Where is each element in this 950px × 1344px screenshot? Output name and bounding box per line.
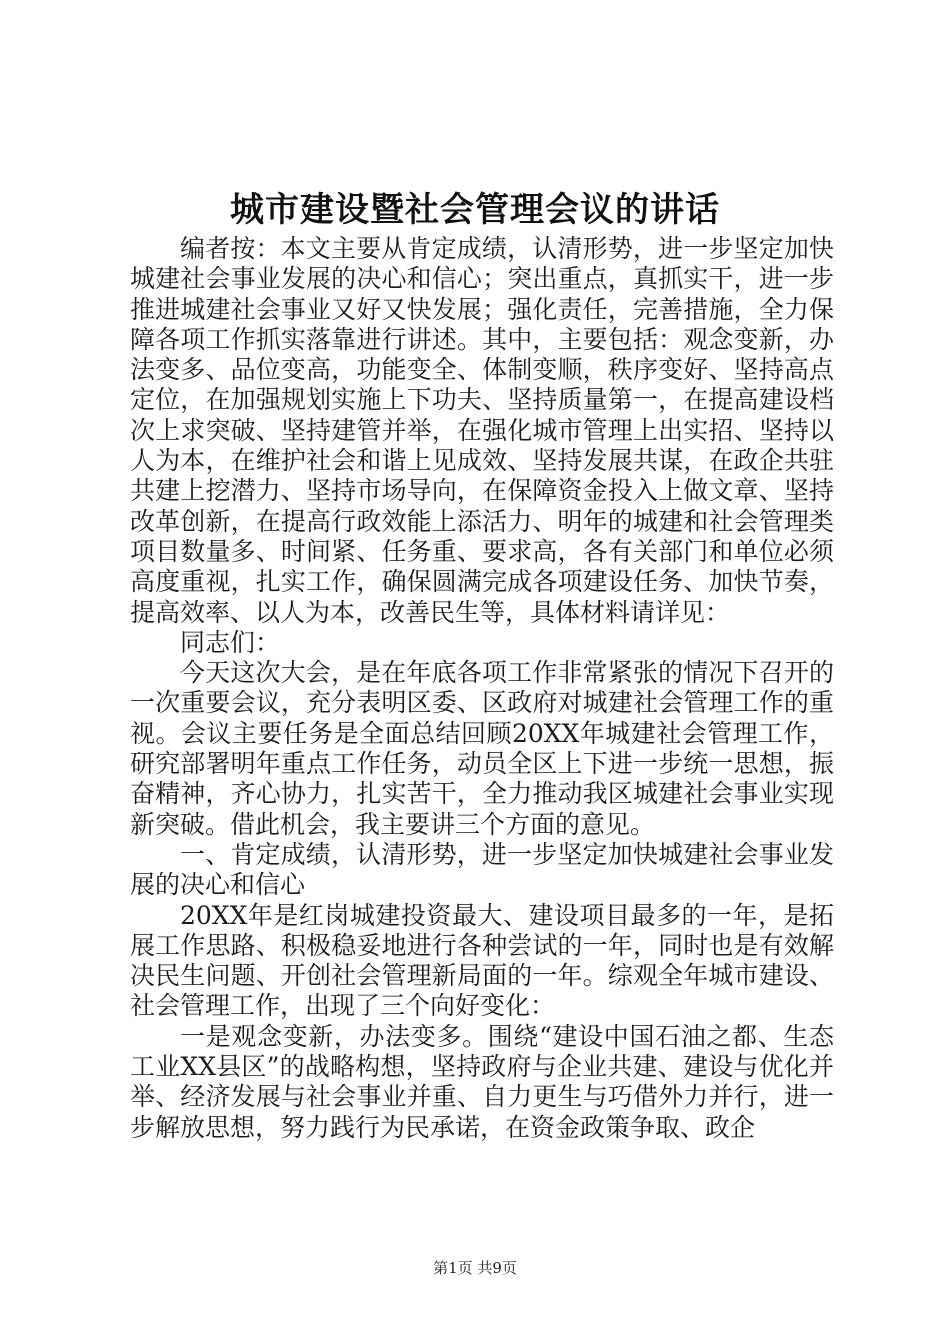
body-paragraph: 一是观念变新，办法变多。围绕“建设中国石油之都、生态工业XX县区”的战略构想，坚持政府与企业共建、建设与优化并举、经济发展与社会事业并重、自力更生与巧借外力并行，进一步解放思想，努力践行为民承诺，在资金政策争取、政企 — [130, 1021, 834, 1142]
editor-note-paragraph: 编者按：本文主要从肯定成绩，认清形势，进一步坚定加快城建社会事业发展的决心和信心；突出重点，真抓实干，进一步推进城建社会事业又好又快发展；强化责任，完善措施，全力保障各项工作抓实落靠进行讲述。其中，主要包括：观念变新，办法变多、品位变高，功能变全、体制变顺，秩序变好、坚持高点定位，在加强规划实施上下功夫、坚持质量第一，在提高建设档次上求突破、坚持建管并举，在强化城市管理上出实招、坚持以人为本，在维护社会和谐上见成效、坚持发展共谋，在政企共驻共建上挖潜力、坚持市场导向，在保障资金投入上做文章、坚持改革创新，在提高行政效能上添活力、明年的城建和社会管理类项目数量多、时间紧、任务重、要求高，各有关部门和单位必须高度重视，扎实工作，确保圆满完成各项建设任务、加快节奏，提高效率、以人为本，改善民生等，具体材料请详见： — [130, 234, 834, 627]
body-paragraph: 今天这次大会，是在年底各项工作非常紧张的情况下召开的一次重要会议，充分表明区委、区政府对城建社会管理工作的重视。会议主要任务是全面总结回顾20XX年城建社会管理工作，研究部署明年重点工作任务，动员全区上下进一步统一思想，振奋精神，齐心协力，扎实苦干，全力推动我区城建社会事业实现新突破。借此机会，我主要讲三个方面的意见。 — [130, 658, 834, 839]
salutation-paragraph: 同志们： — [180, 627, 281, 657]
body-paragraph: 20XX年是红岗城建投资最大、建设项目最多的一年，是拓展工作思路、积极稳妥地进行各种尝试的一年，同时也是有效解决民生问题、开创社会管理新局面的一年。综观全年城市建设、社会管理工作，出现了三个向好变化： — [130, 900, 834, 1021]
document-title: 城市建设暨社会管理会议的讲话 — [230, 190, 720, 230]
page-number-footer: 第1页 共9页 — [433, 1259, 517, 1277]
section-heading: 一、肯定成绩，认清形势，进一步坚定加快城建社会事业发展的决心和信心 — [130, 839, 834, 900]
document-body — [130, 234, 834, 1143]
